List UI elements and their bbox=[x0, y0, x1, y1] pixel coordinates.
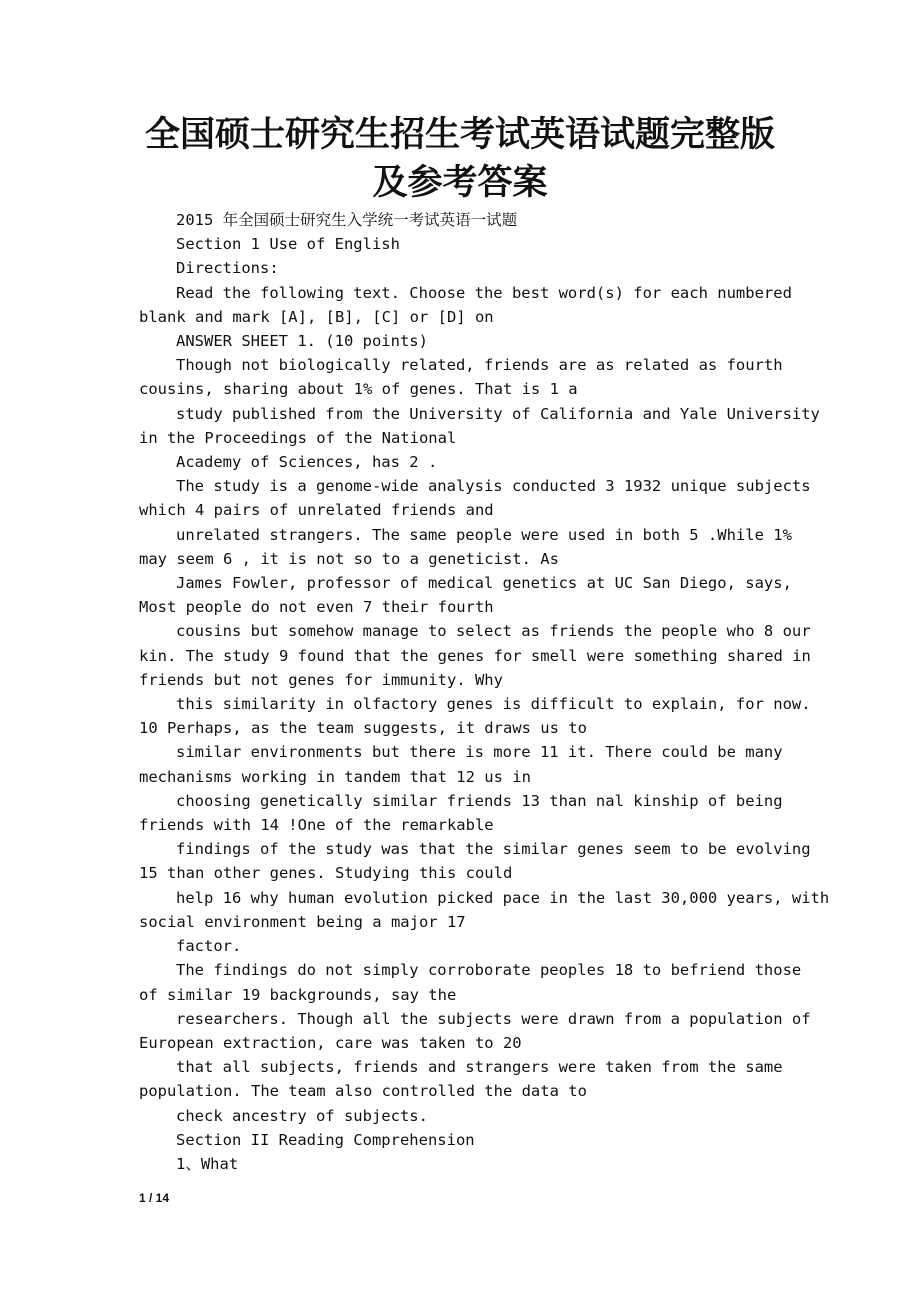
text-line: study published from the University of California and Yale University bbox=[176, 404, 820, 423]
text-line: 1、What bbox=[176, 1154, 239, 1173]
text-line: The findings do not simply corroborate peoples 18 to befriend those bbox=[176, 961, 802, 980]
text-line: kin. The study 9 found that the genes for smell were something shared in bbox=[139, 646, 811, 665]
text-line: Though not biologically related, friends are as related as fourth bbox=[176, 356, 783, 375]
text-line: may seem 6 , it is not so to a geneticist. As bbox=[139, 549, 559, 568]
text-line: researchers. Though all the subjects were drawn from a population of bbox=[176, 1009, 811, 1028]
text-line: Section 1 Use of English bbox=[176, 235, 400, 254]
text-line: check ancestry of subjects. bbox=[176, 1106, 428, 1125]
text-line: which 4 pairs of unrelated friends and bbox=[139, 501, 494, 520]
text-line: in the Proceedings of the National bbox=[139, 428, 457, 447]
text-line: Academy of Sciences, has 2 . bbox=[176, 453, 438, 472]
title-line-2: 及参考答案 bbox=[372, 162, 548, 203]
text-line: European extraction, care was taken to 20 bbox=[139, 1033, 522, 1052]
text-line: ANSWER SHEET 1. (10 points) bbox=[176, 332, 428, 351]
text-line: 15 than other genes. Studying this could bbox=[139, 864, 513, 883]
text-line: cousins but somehow manage to select as friends the people who 8 our bbox=[176, 622, 811, 641]
page-number: 1 / 14 bbox=[139, 1191, 170, 1205]
text-line: friends with 14 !One of the remarkable bbox=[139, 816, 494, 835]
text-line: cousins, sharing about 1% of genes. That is 1 a bbox=[139, 380, 578, 399]
text-line: social environment being a major 17 bbox=[139, 912, 466, 931]
text-line: mechanisms working in tandem that 12 us in bbox=[139, 767, 531, 786]
text-line: Directions: bbox=[176, 259, 279, 278]
text-line: findings of the study was that the similar genes seem to be evolving bbox=[176, 840, 811, 859]
text-line: population. The team also controlled the data to bbox=[139, 1082, 587, 1101]
text-line: that all subjects, friends and strangers were taken from the same bbox=[176, 1058, 783, 1077]
text-line: Most people do not even 7 their fourth bbox=[139, 598, 494, 617]
text-line: similar environments but there is more 11 it. There could be many bbox=[176, 743, 783, 762]
text-line: The study is a genome-wide analysis conducted 3 1932 unique subjects bbox=[176, 477, 811, 496]
title-line-1: 全国硕士研究生招生考试英语试题完整版 bbox=[144, 114, 775, 155]
text-line: help 16 why human evolution picked pace in the last 30,000 years, with bbox=[176, 888, 830, 907]
text-line: choosing genetically similar friends 13 than nal kinship of being bbox=[176, 791, 783, 810]
text-line: 10 Perhaps, as the team suggests, it draws us to bbox=[139, 719, 587, 738]
text-line: James Fowler, professor of medical genetics at UC San Diego, says, bbox=[176, 574, 792, 593]
text-line: of similar 19 backgrounds, say the bbox=[139, 985, 457, 1004]
text-line: blank and mark [A], [B], [C] or [D] on bbox=[139, 307, 494, 326]
text-line: unrelated strangers. The same people were used in both 5 .While 1% bbox=[176, 525, 792, 544]
text-line: factor. bbox=[176, 937, 242, 956]
text-line: Read the following text. Choose the best word(s) for each numbered bbox=[176, 283, 792, 302]
text-line: this similarity in olfactory genes is difficult to explain, for now. bbox=[176, 695, 811, 714]
text-line: friends but not genes for immunity. Why bbox=[139, 670, 503, 689]
body-text bbox=[139, 208, 830, 1176]
text-line: 2015 年全国硕士研究生入学统一考试英语一试题 bbox=[176, 211, 518, 229]
text-line: Section II Reading Comprehension bbox=[176, 1130, 475, 1149]
